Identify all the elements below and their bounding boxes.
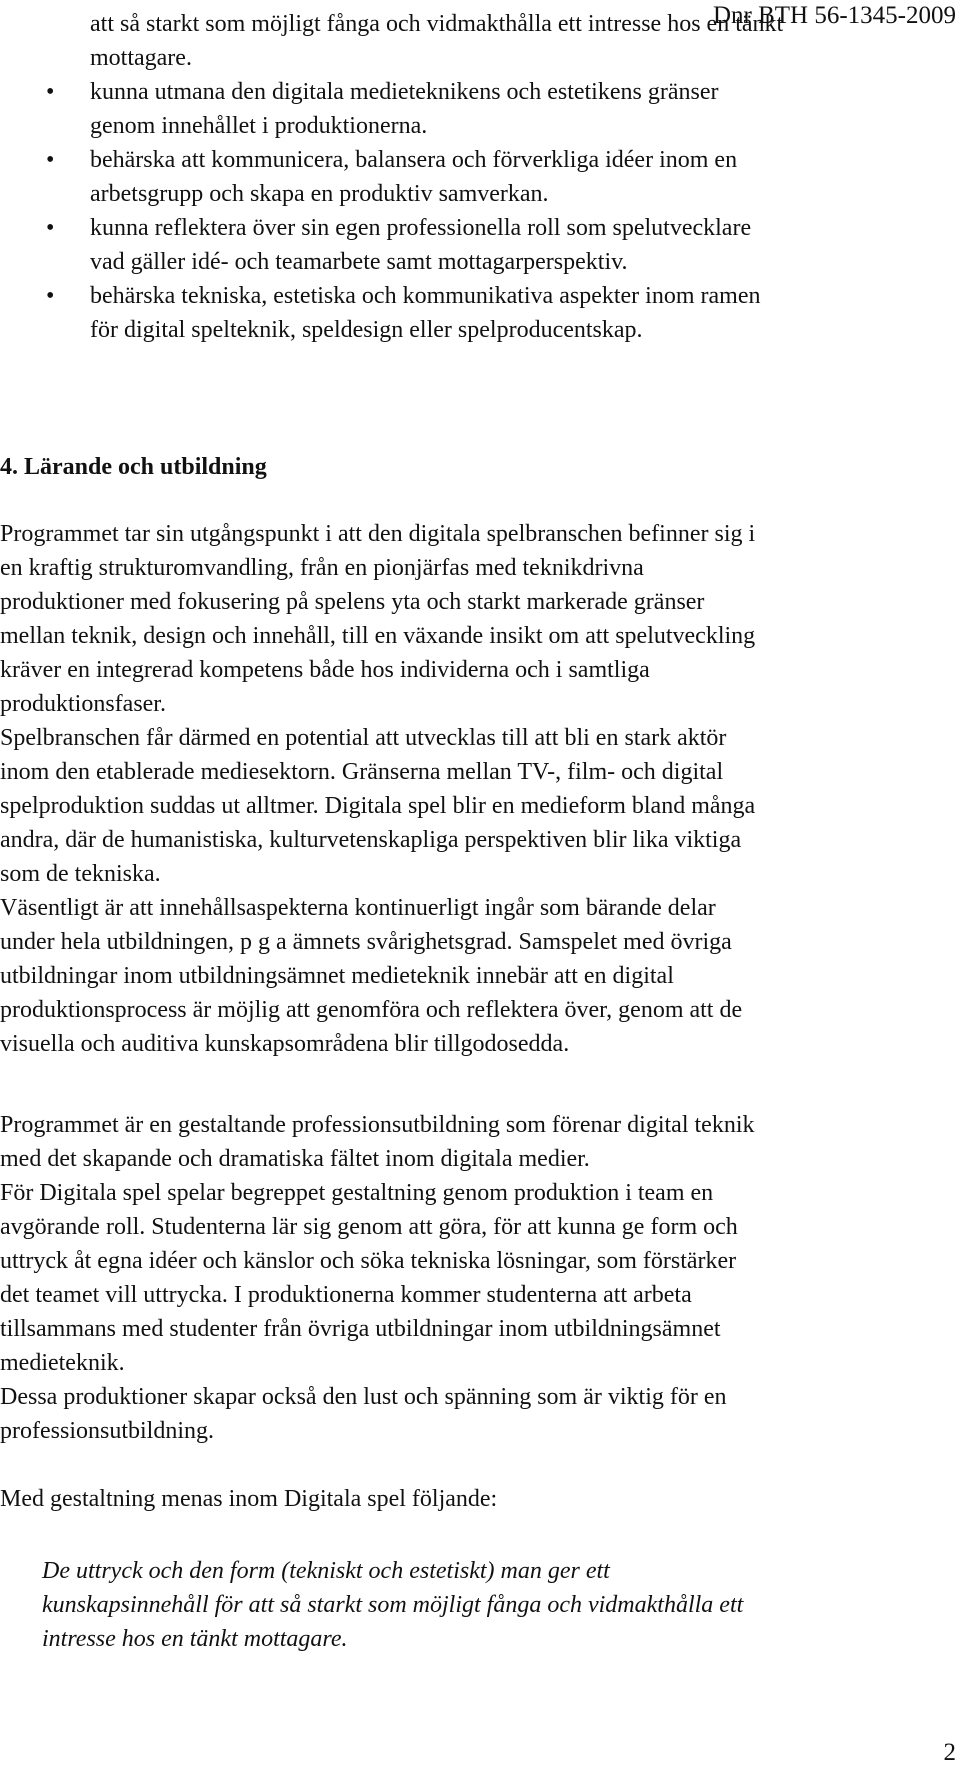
paragraph-line: som de tekniska. — [0, 861, 161, 887]
paragraph-line: medieteknik. — [0, 1350, 125, 1376]
bullet-text-line: kunna utmana den digitala medieteknikens och estetikens gränser — [90, 79, 719, 105]
paragraph-line: tillsammans med studenter från övriga utbildningar inom utbildningsämnet — [0, 1316, 721, 1342]
paragraph-line: en kraftig strukturomvandling, från en pionjärfas med teknikdrivna — [0, 555, 644, 581]
bullet-dot-icon: • — [46, 79, 55, 105]
paragraph-line: Väsentligt är att innehållsaspekterna kontinuerligt ingår som bärande delar — [0, 895, 716, 921]
quote-line: intresse hos en tänkt mottagare. — [42, 1626, 348, 1652]
document-reference-number: Dnr BTH 56-1345-2009 — [712, 2, 956, 29]
bullet-text-line: kunna reflektera över sin egen professionella roll som spelutvecklare — [90, 215, 752, 241]
paragraph-line: med det skapande och dramatiska fältet inom digitala medier. — [0, 1146, 590, 1172]
quote-line: De uttryck och den form (tekniskt och estetiskt) man ger ett — [42, 1558, 610, 1584]
paragraph-line: Spelbranschen får därmed en potential att utvecklas till att bli en stark aktör — [0, 725, 727, 751]
bullet-dot-icon: • — [46, 147, 55, 173]
paragraph-line: inom den etablerade mediesektorn. Gränserna mellan TV-, film- och digital — [0, 759, 724, 785]
bullet-item — [46, 143, 960, 211]
quote-block — [42, 1554, 743, 1656]
bullet-text-line: för digital spelteknik, speldesign eller spelproducentskap. — [90, 317, 643, 343]
paragraph-line: utbildningar inom utbildningsämnet medieteknik innebär att en digital — [0, 963, 674, 989]
paragraph-line: professionsutbildning. — [0, 1418, 214, 1444]
quote-line: kunskapsinnehåll för att så starkt som möjligt fånga och vidmakthålla ett — [42, 1592, 744, 1618]
paragraph-line: Dessa produktioner skapar också den lust och spänning som är viktig för en — [0, 1384, 727, 1410]
paragraph-line: spelproduktion suddas ut alltmer. Digitala spel blir en medieform bland många — [0, 793, 756, 819]
bullet-item — [46, 211, 960, 279]
paragraph-line: under hela utbildningen, p g a ämnets svårighetsgrad. Samspelet med övriga — [0, 929, 732, 955]
paragraph-line: mellan teknik, design och innehåll, till en växande insikt om att spelutveckling — [0, 623, 756, 649]
bullet-item — [46, 279, 960, 347]
paragraph-2 — [0, 1108, 960, 1448]
bullet-text-line: behärska tekniska, estetiska och kommunikativa aspekter inom ramen — [90, 283, 761, 309]
paragraph-line: produktioner med fokusering på spelens yta och starkt markerade gränser — [0, 589, 705, 615]
bullet-text-line: genom innehållet i produktionerna. — [90, 113, 428, 139]
paragraph-line: visuella och auditiva kunskapsområdena blir tillgodosedda. — [0, 1031, 570, 1057]
paragraph-line: För Digitala spel spelar begreppet gestaltning genom produktion i team en — [0, 1180, 714, 1206]
paragraph-line: avgörande roll. Studenterna lär sig genom att göra, för att kunna ge form och — [0, 1214, 738, 1240]
bullet-text-line: arbetsgrupp och skapa en produktiv samverkan. — [90, 181, 549, 207]
paragraph-line: Med gestaltning menas inom Digitala spel följande: — [0, 1486, 498, 1512]
paragraph-line: Programmet är en gestaltande professionsutbildning som förenar digital teknik — [0, 1112, 755, 1138]
paragraph-line: Programmet tar sin utgångspunkt i att den digitala spelbranschen befinner sig i — [0, 521, 756, 547]
paragraph-line: det teamet vill uttrycka. I produktionerna kommer studenterna att arbeta — [0, 1282, 692, 1308]
section-heading: 4. Lärande och utbildning — [0, 454, 267, 480]
bullet-text-line: behärska att kommunicera, balansera och förverkliga idéer inom en — [90, 147, 738, 173]
bullet-list — [0, 7, 960, 347]
bullet-continuation-line: mottagare. — [90, 45, 192, 71]
page-number: 2 — [943, 1739, 956, 1766]
paragraph-line: produktionsfaser. — [0, 691, 166, 717]
paragraph-1 — [0, 517, 960, 1061]
paragraph-3 — [0, 1482, 960, 1516]
bullet-dot-icon: • — [46, 215, 55, 241]
paragraph-line: kräver en integrerad kompetens både hos individerna och i samtliga — [0, 657, 650, 683]
paragraph-line: uttryck åt egna idéer och känslor och söka tekniska lösningar, som förstärker — [0, 1248, 737, 1274]
paragraph-line: andra, där de humanistiska, kulturvetenskapliga perspektiven blir lika viktiga — [0, 827, 742, 853]
bullet-dot-icon: • — [46, 283, 55, 309]
bullet-text-line: vad gäller idé- och teamarbete samt mottagarperspektiv. — [90, 249, 628, 275]
bullet-continuation-line: att så starkt som möjligt fånga och vidmakthålla ett intresse hos en tänkt — [90, 11, 784, 37]
bullet-item — [46, 75, 960, 143]
paragraph-line: produktionsprocess är möjlig att genomföra och reflektera över, genom att de — [0, 997, 743, 1023]
